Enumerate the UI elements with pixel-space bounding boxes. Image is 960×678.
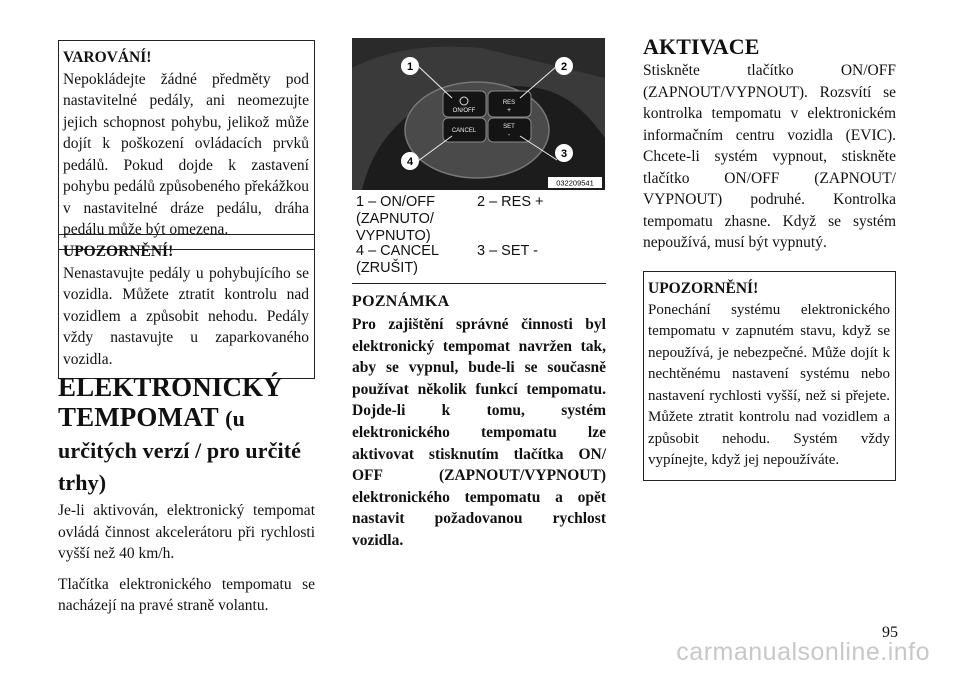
activation-title: AKTIVACE [643, 34, 760, 59]
warning-title: VAROVÁNÍ! [63, 49, 152, 66]
section-title-sub: (u určitých verzí / pro určité trhy) [58, 406, 301, 495]
btn-on-off: ON/OFF [452, 108, 476, 114]
caution-right-text: Ponechání systému elektronického tempomatu v zapnutém stavu, když se nepoužívá, je nebezpečné. Může dojít k nechtěnému nastavení systému nebo nastavení rychlosti vyšší, než si přejete. Můžete ztratit kontrolu nad vozidlem a způsobit nehodu. Systém vždy vypínejte, když jej nepoužíváte. [648, 301, 890, 468]
svg-text:1: 1 [406, 61, 414, 73]
legend-item-1: 1 – ON/OFF (ZAPNUTO/ VYPNUTO) [356, 194, 435, 244]
steering-wheel-figure [352, 38, 605, 190]
caution-left-title: UPOZORNĚNÍ! [63, 243, 174, 260]
svg-text:2: 2 [560, 61, 568, 73]
note-block [352, 293, 606, 552]
callout-4 [401, 152, 419, 170]
caution-right-title: UPOZORNĚNÍ! [648, 280, 759, 297]
caution-box-right [643, 271, 896, 481]
svg-text:4: 4 [406, 156, 414, 168]
caution-left-text: Nenastavujte pedály u pohybujícího se vozidla. Můžete ztratit kontrolu nad vozidlem a způsobit nehodu. Pedály vždy nastavujte u zaparkovaného vozidla. [63, 264, 309, 368]
legend-item-4: 4 – CANCEL (ZRUŠIT) [356, 243, 439, 276]
section-title-main: ELEKTRONICKÝ TEMPOMAT [58, 372, 283, 432]
svg-text:3: 3 [560, 148, 568, 160]
btn-set-sign: - [507, 132, 511, 139]
section-title [58, 372, 315, 498]
legend-item-2: 2 – RES + [477, 194, 544, 210]
warning-box [58, 40, 315, 250]
steering-wheel-illustration [352, 38, 605, 190]
activation-section [643, 35, 896, 254]
btn-cancel: CANCEL [451, 128, 477, 134]
callout-3 [555, 144, 573, 162]
legend-item-3: 3 – SET - [477, 243, 538, 259]
activation-text: Stiskněte tlačítko ON/OFF (ZAPNOUT/VYPNOUT). Rozsvítí se kontrolka tempomatu v elektronickém informačním centru vozidla (EVIC). Chcete-li systém vypnout, stiskněte tlačítko ON/OFF (ZAPNOUT/ VYPNOUT) podruhé. Kontrolka tempomatu zhasne. Když se systém nepoužívá, musí být vypnutý. [643, 62, 896, 251]
watermark: carmanualsonline.info [676, 638, 930, 666]
btn-set: SET [503, 124, 515, 130]
note-text: Pro zajištění správné činnosti byl elektronický tempomat navržen tak, aby se vypnul, bude-li se současně používat několik funkcí tempomatu. Dojde-li k tomu, systém elektronického tempomatu lze aktivovat stisknutím tlačítka ON/ OFF (ZAPNOUT/VYPNOUT) elektronického tempomatu a opět nastavit požadovanou rychlost vozidla. [352, 316, 606, 549]
note-title: POZNÁMKA [352, 293, 450, 310]
legend-divider [352, 283, 606, 284]
warning-text: Nepokládejte žádné předměty pod nastavitelné pedály, ani neomezujte jejich schopnost pohybu, jelikož může dojít k poškození ovládacích prvků pedálů. Pokud dojde k zastavení pohybu pedálů způsobeného překážkou v nastavitelné dráze pedálu, dráha pedálu může být omezena. [63, 70, 309, 238]
section-para-1: Je-li aktivován, elektronický tempomat ovládá činnost akcelerátoru při rychlosti vyšší než 40 km/h. [58, 502, 315, 562]
section-para-2: Tlačítka elektronického tempomatu se nacházejí na pravé straně volantu. [58, 575, 315, 614]
callout-2 [555, 57, 573, 75]
section-cruise [58, 372, 315, 617]
btn-res: RES [502, 100, 516, 106]
btn-res-sign: + [506, 107, 512, 114]
callout-1 [401, 57, 419, 75]
caution-box-left [58, 234, 315, 379]
image-code: 032209541 [556, 178, 594, 188]
page-number: 95 [882, 624, 898, 641]
